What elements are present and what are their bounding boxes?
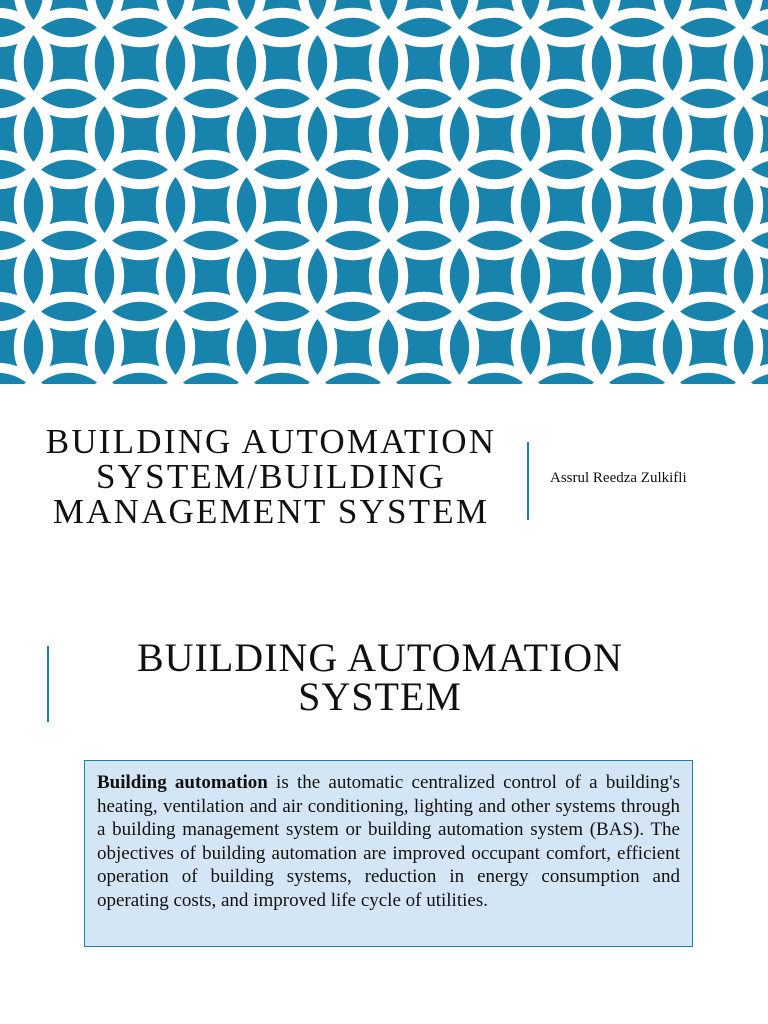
slide-divider — [47, 646, 49, 722]
cover-banner-pattern — [0, 0, 768, 384]
cover-title-line: MANAGEMENT SYSTEM — [52, 492, 490, 531]
author-name: Assrul Reedza Zulkifli — [550, 470, 687, 486]
slide-title-line: BUILDING AUTOMATION — [136, 635, 623, 680]
cover-title — [20, 424, 522, 529]
definition-box — [84, 760, 693, 947]
interlocking-circles-pattern — [0, 0, 768, 384]
slide-title-line: SYSTEM — [298, 674, 462, 719]
definition-body: is the automatic centralized control of a building's heating, ventilation and air conditioning, lighting and other systems through a building management system or building automation system (BAS). The objectives of building automation are improved occupant comfort, efficient operation of building systems, reduction in energy consumption and operating costs, and improved life cycle of utilities. — [97, 772, 680, 911]
title-divider — [527, 442, 529, 520]
cover-title-line: BUILDING AUTOMATION — [45, 422, 497, 461]
slide-title — [100, 635, 660, 719]
definition-term: Building automation — [97, 772, 268, 793]
cover-title-line: SYSTEM/BUILDING — [96, 457, 446, 496]
